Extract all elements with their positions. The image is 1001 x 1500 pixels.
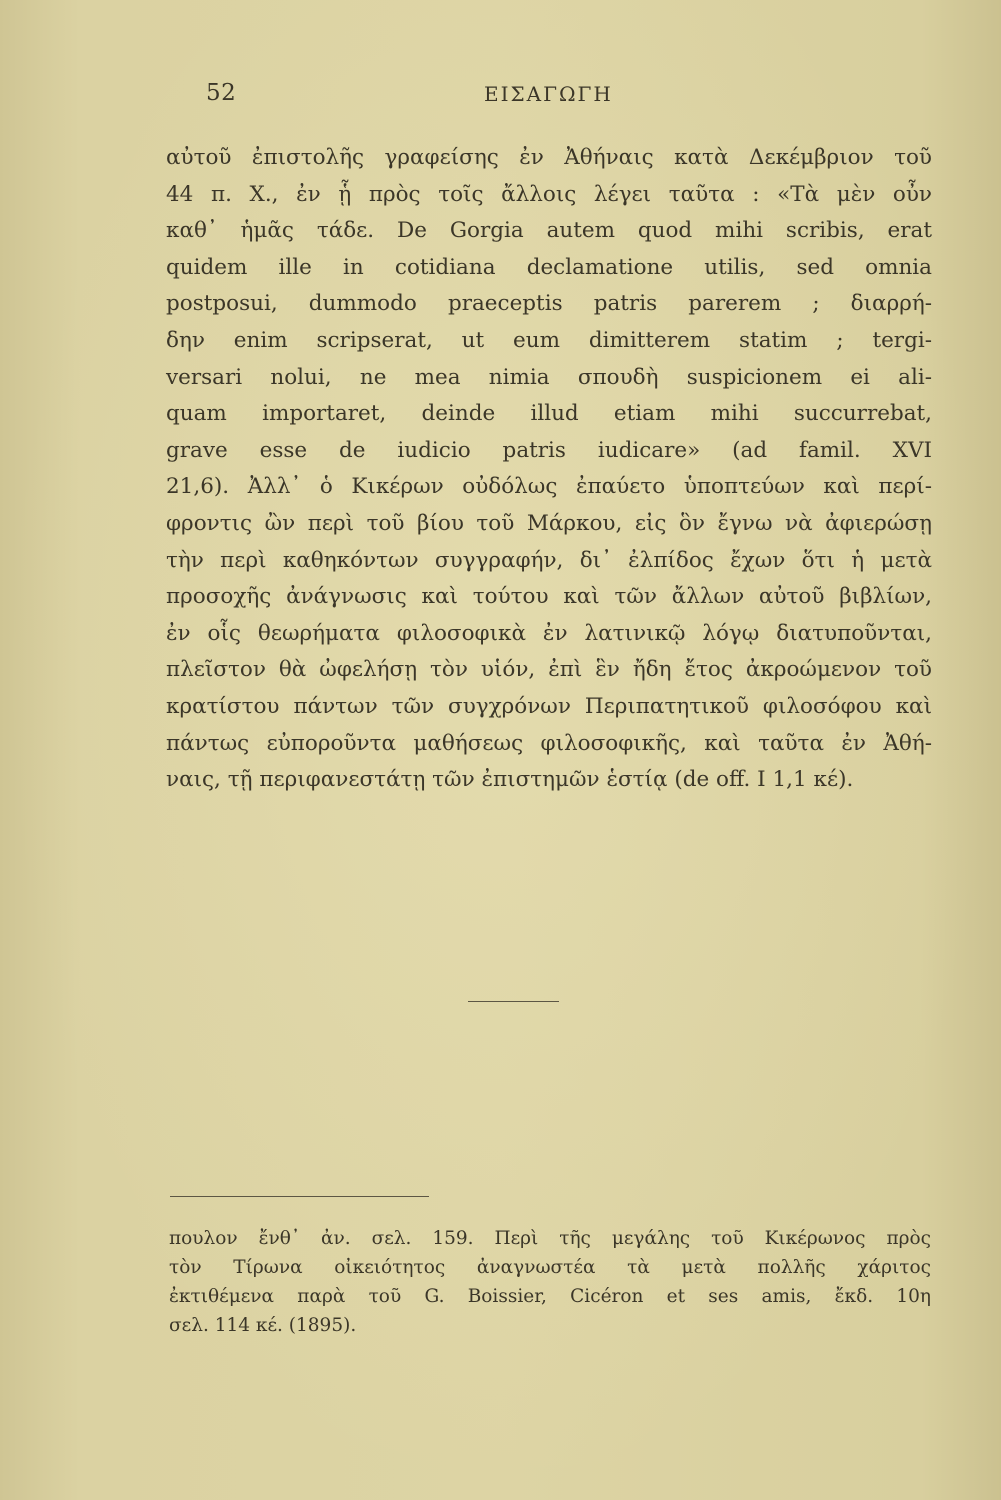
- body-line: τὴν περὶ καθηκόντων συγγραφήν, δι᾽ ἐλπίδος ἔχων ὅτι ἡ μετὰ: [166, 547, 932, 573]
- footnote-line: τὸν Τίρωνα οἰκειότητος ἀναγνωστέα τὰ μετὰ πολλῆς χάριτος: [169, 1257, 931, 1278]
- body-line: versari nolui, ne mea nimia σπουδὴ suspicionem ei ali-: [166, 364, 932, 390]
- body-line: πλεῖστον θὰ ὠφελήσῃ τὸν υἱόν, ἐπὶ ἓν ἤδη ἔτος ἀκροώμενον τοῦ: [166, 657, 932, 683]
- footnote-line: πουλον ἔνθ᾽ ἀν. σελ. 159. Περὶ τῆς μεγάλης τοῦ Κικέρωνος πρὸς: [169, 1228, 931, 1249]
- body-line: 44 π. Χ., ἐν ᾗ πρὸς τοῖς ἄλλοις λέγει ταῦτα : «Τὰ μὲν οὖν: [166, 181, 932, 207]
- body-line: αὐτοῦ ἐπιστολῆς γραφείσης ἐν Ἀθήναις κατὰ Δεκέμβριον τοῦ: [166, 145, 932, 170]
- body-text: [166, 140, 932, 799]
- running-head: [0, 80, 1001, 120]
- footnote-line: ἐκτιθέμενα παρὰ τοῦ G. Boissier, Cicéron et ses amis, ἔκδ. 10η: [169, 1286, 931, 1307]
- body-line: καθ᾽ ἡμᾶς τάδε. De Gorgia autem quod mihi scribis, erat: [166, 218, 932, 244]
- footnotes: [169, 1224, 931, 1340]
- body-line: quam importaret, deinde illud etiam mihi succurrebat,: [166, 401, 932, 427]
- body-line: δην enim scripserat, ut eum dimitterem statim ; tergi-: [166, 327, 932, 353]
- body-line: ναις, τῇ περιφανεστάτῃ τῶν ἐπιστημῶν ἑστίᾳ (de off. I 1,1 κέ).: [166, 767, 854, 793]
- footnote-line: σελ. 114 κέ. (1895).: [169, 1315, 357, 1336]
- body-line: 21,6). Ἀλλ᾽ ὁ Κικέρων οὐδόλως ἐπαύετο ὑποπτεύων καὶ περί-: [166, 474, 932, 500]
- page-number: 52: [206, 80, 237, 106]
- body-line: ἐν οἷς θεωρήματα φιλοσοφικὰ ἐν λατινικῷ λόγῳ διατυποῦνται,: [166, 620, 932, 646]
- body-line: postposui, dummodo praeceptis patris parerem ; διαρρή-: [166, 291, 932, 317]
- body-line: πάντως εὐποροῦντα μαθήσεως φιλοσοφικῆς, καὶ ταῦτα ἐν Ἀθή-: [166, 730, 932, 756]
- section-separator: [468, 1001, 559, 1002]
- header-title: ΕΙΣΑΓΩΓΗ: [484, 82, 613, 106]
- body-line: προσοχῆς ἀνάγνωσις καὶ τούτου καὶ τῶν ἄλλων αὐτοῦ βιβλίων,: [166, 584, 932, 610]
- body-line: φροντις ὢν περὶ τοῦ βίου τοῦ Μάρκου, εἰς ὃν ἔγνω νὰ ἀφιερώσῃ: [166, 510, 932, 536]
- body-line: quidem ille in cotidiana declamatione utilis, sed omnia: [166, 254, 932, 280]
- footnote-rule: [170, 1196, 429, 1197]
- body-line: grave esse de iudicio patris iudicare» (ad famil. XVI: [166, 437, 932, 463]
- body-line: κρατίστου πάντων τῶν συγχρόνων Περιπατητικοῦ φιλοσόφου καὶ: [166, 693, 932, 719]
